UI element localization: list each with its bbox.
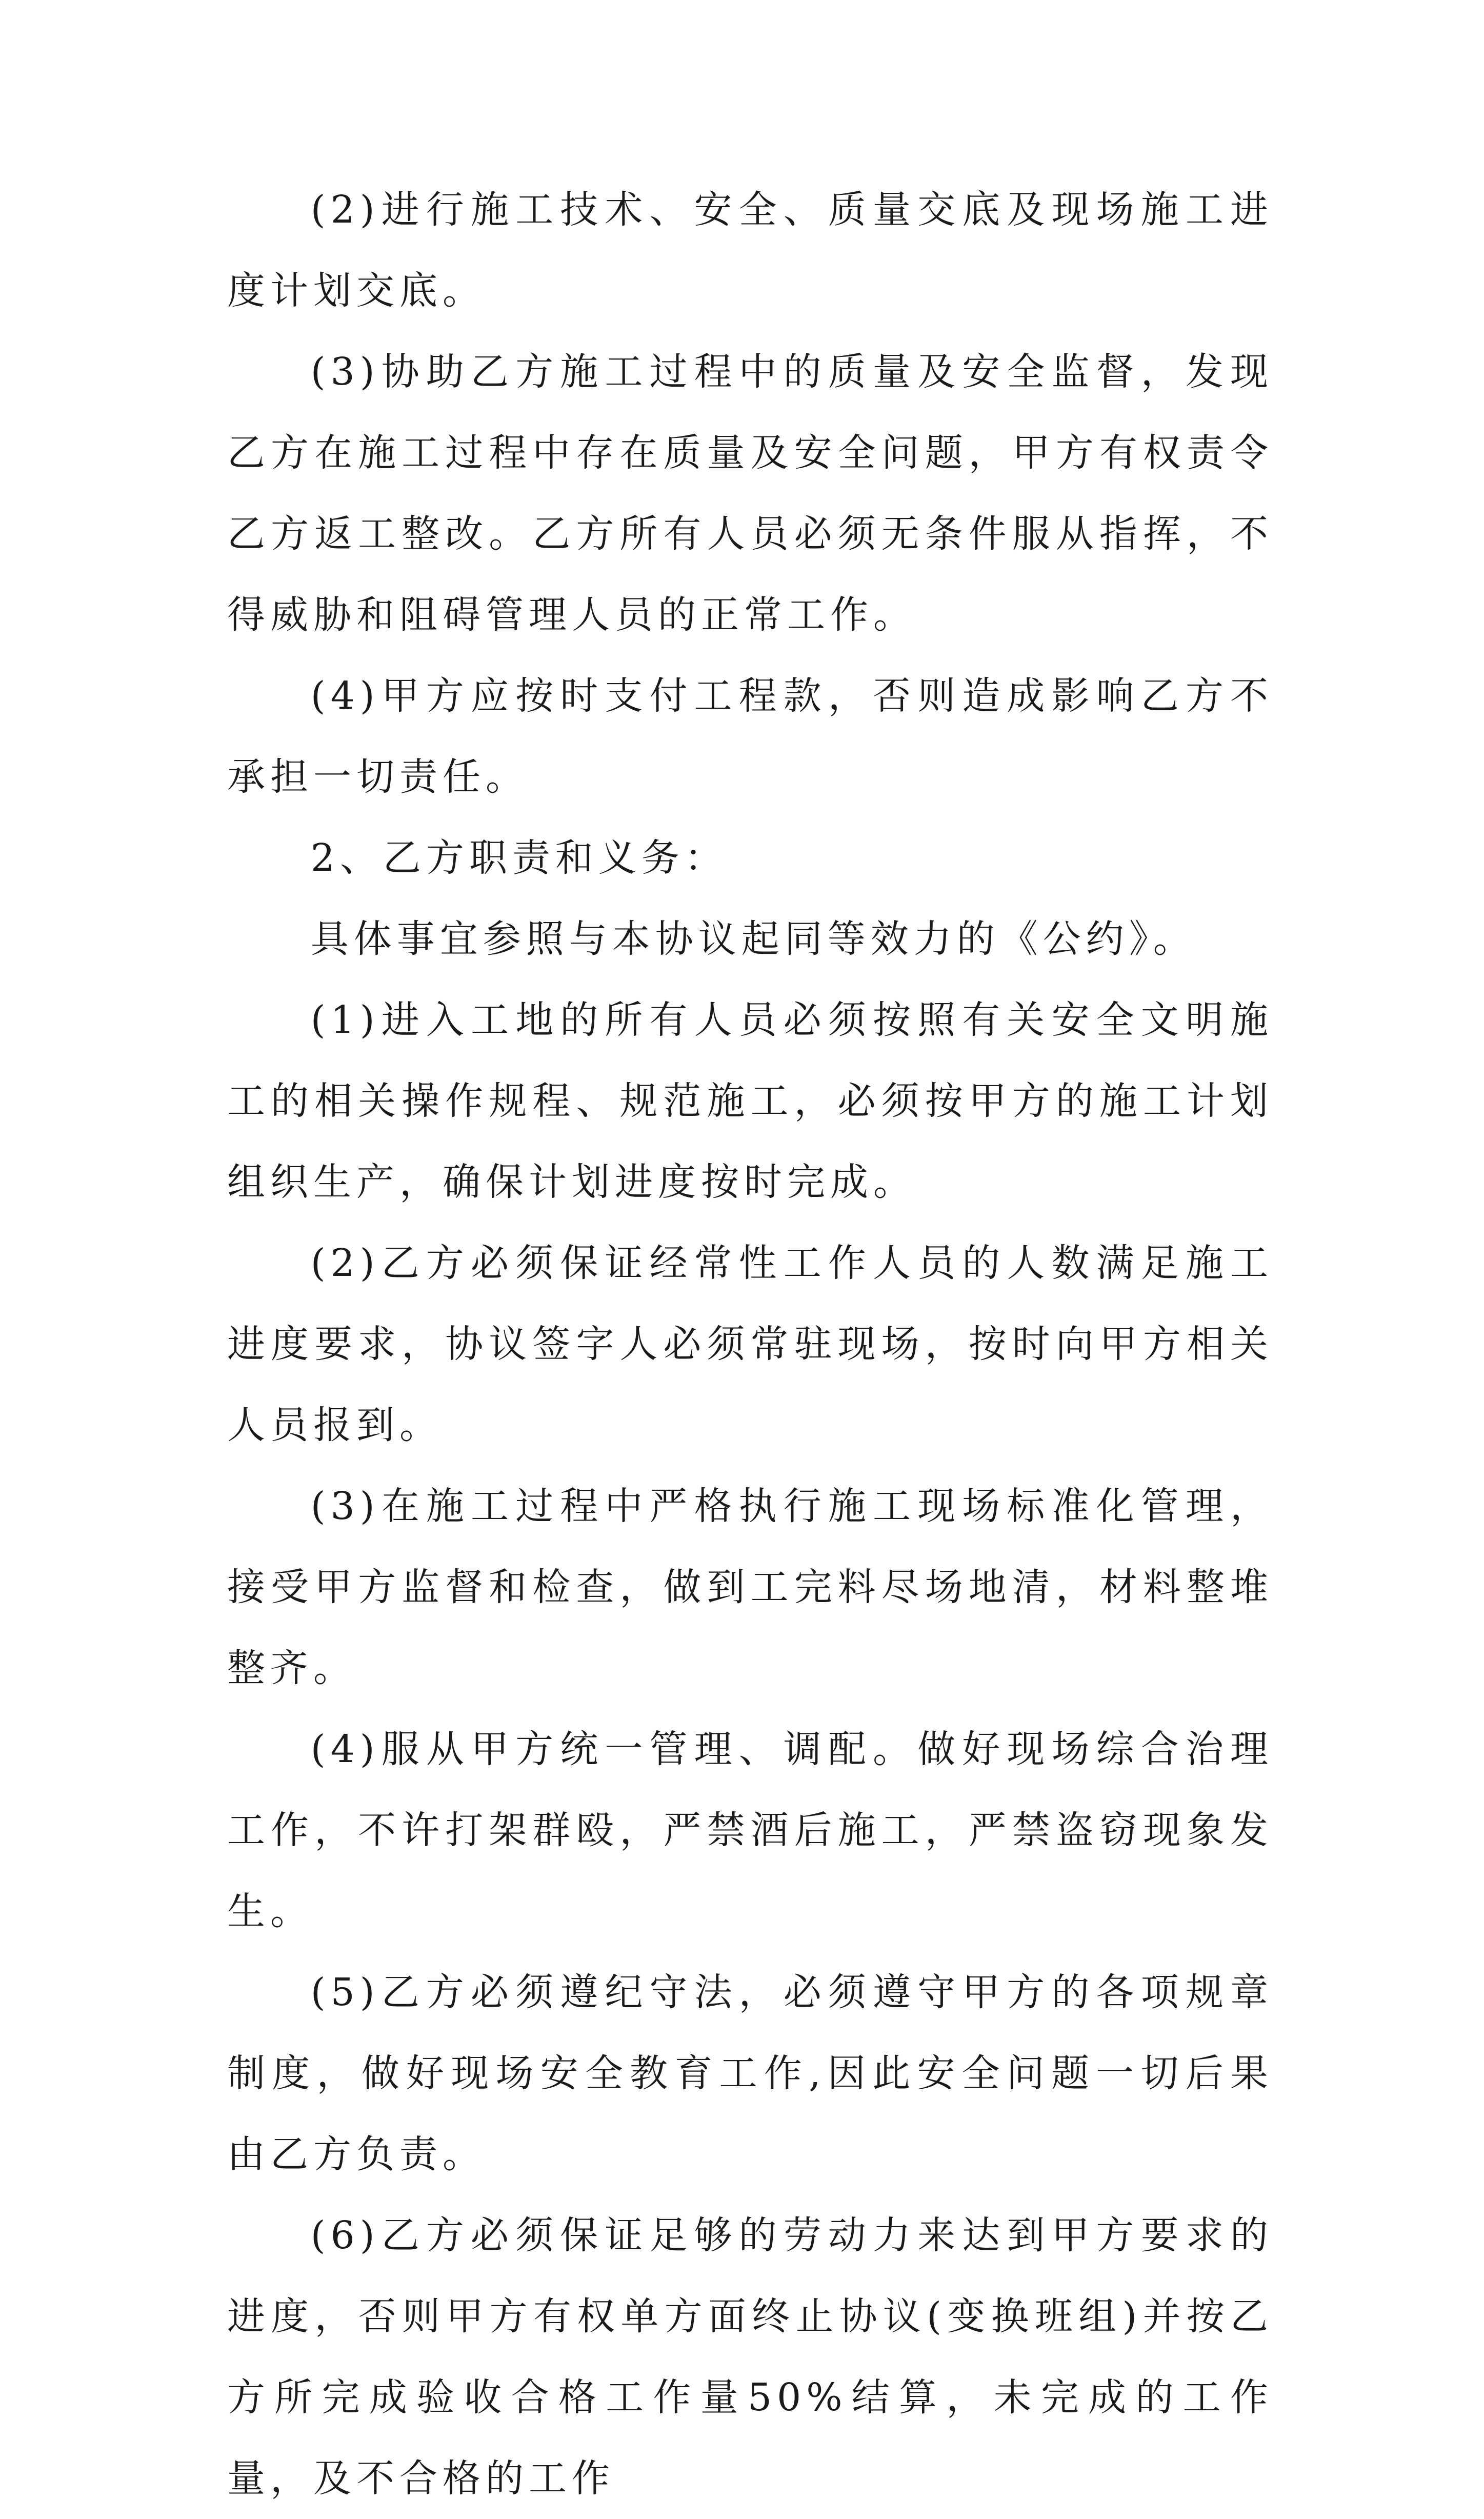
- paragraph-party-b-duty-4: (4)服从甲方统一管理、调配。做好现场综合治理工作，不许打架群殴，严禁酒后施工，严禁盗窃现象发生。: [227, 1727, 1273, 1933]
- document-body: [227, 169, 1273, 2519]
- paragraph-party-b-duty-3: (3)在施工过程中严格执行施工现场标准化管理，接受甲方监督和检查，做到工完料尽场地清，材料整堆整齐。: [227, 1484, 1273, 1690]
- paragraph-party-b-duty-5: (5)乙方必须遵纪守法，必须遵守甲方的各项规章制度，做好现场安全教育工作,因此安全问题一切后果由乙方负责。: [227, 1970, 1273, 2176]
- paragraph-party-b-duty-1: (1)进入工地的所有人员必须按照有关安全文明施工的相关操作规程、规范施工，必须按甲方的施工计划组织生产，确保计划进度按时完成。: [227, 998, 1273, 1204]
- paragraph-reference-convention: 具体事宜参照与本协议起同等效力的《公约》。: [310, 917, 1196, 961]
- paragraph-party-a-duty-4: (4)甲方应按时支付工程款，否则造成影响乙方不承担一切责任。: [227, 674, 1273, 799]
- paragraph-party-a-duty-3: (3)协助乙方施工过程中的质量及安全监督，发现乙方在施工过程中存在质量及安全问题，甲方有权责令乙方返工整改。乙方所有人员必须无条件服从指挥，不得威胁和阻碍管理人员的正常工作。: [227, 350, 1273, 637]
- paragraph-party-b-duty-2: (2)乙方必须保证经常性工作人员的人数满足施工进度要求，协议签字人必须常驻现场，按时向甲方相关人员报到。: [227, 1241, 1273, 1447]
- paragraph-party-a-duty-2: (2)进行施工技术、安全、质量交底及现场施工进度计划交底。: [227, 188, 1273, 313]
- paragraph-party-b-duty-6: (6)乙方必须保证足够的劳动力来达到甲方要求的进度，否则甲方有权单方面终止协议(变换班组)并按乙方所完成验收合格工作量50%结算，未完成的工作量，及不合格的工作: [227, 2213, 1273, 2501]
- section-heading-party-b: 2、乙方职责和义务：: [310, 836, 728, 880]
